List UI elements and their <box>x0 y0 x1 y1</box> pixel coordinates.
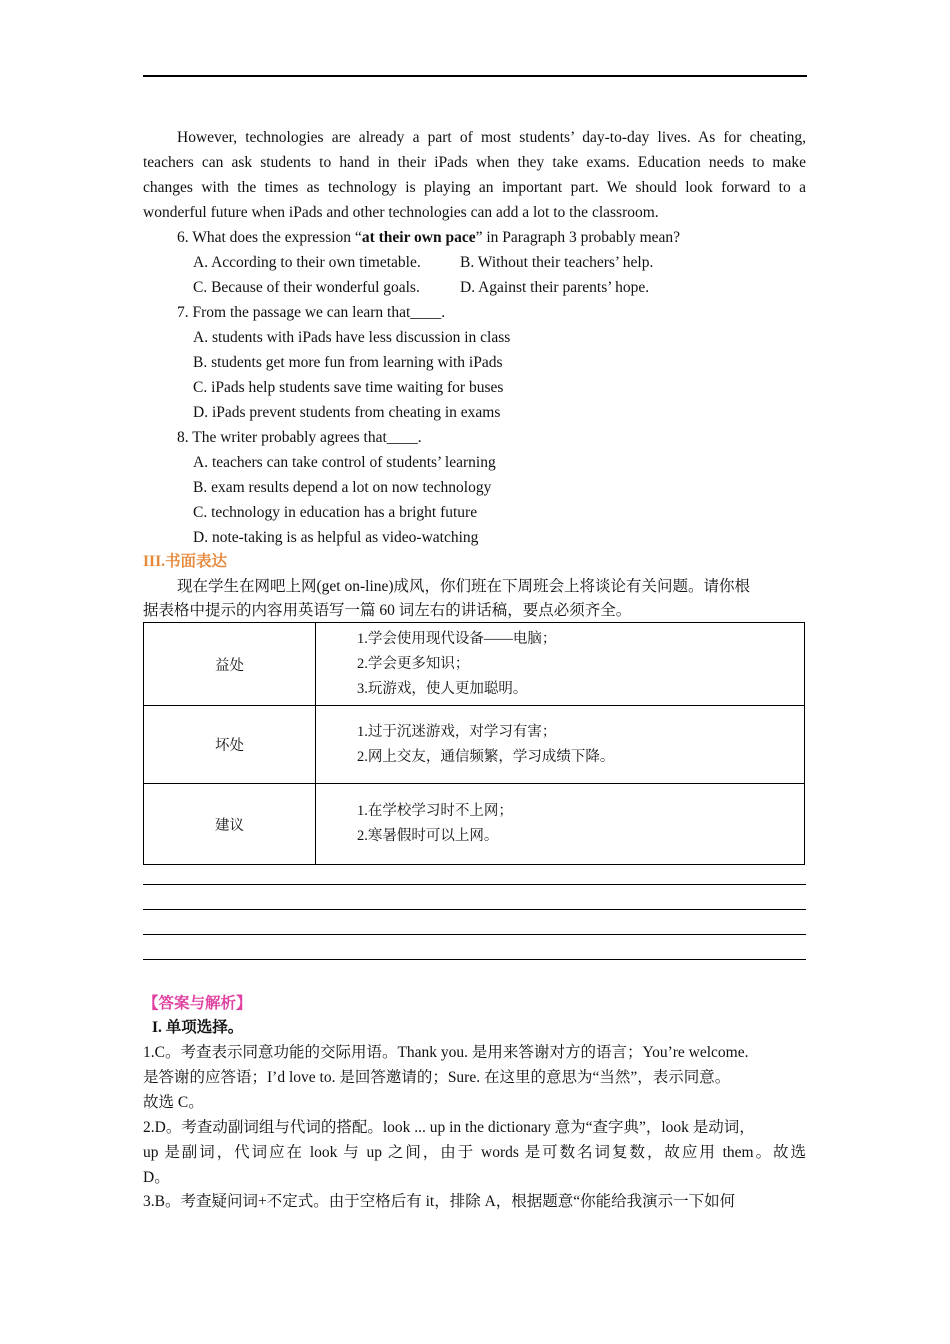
row-content: 1.在学校学习时不上网； 2.寒暑假时可以上网。 <box>316 784 805 865</box>
answer-line: 1.C。考查表示同意功能的交际用语。Thank you. 是用来答谢对方的语言；You’re welcome. <box>143 1044 749 1061</box>
row-label-harms: 坏处 <box>144 706 316 784</box>
question-8-stem: 8. The writer probably agrees that____. <box>177 429 422 446</box>
answers-heading: 【答案与解析】 <box>143 995 252 1012</box>
writing-points-table <box>143 622 805 865</box>
table-row <box>144 623 805 706</box>
q7-option-b: B. students get more fun from learning with iPads <box>193 354 503 371</box>
q6-option-b: B. Without their teachers’ help. <box>460 254 654 271</box>
answer-line: up 是副词，代词应在 look 与 up 之间，由于 words 是可数名词复数，故应用 them。故选 <box>143 1144 806 1161</box>
highlighted-expression: at their own pace <box>361 229 476 246</box>
answer-writing-line[interactable] <box>143 884 806 885</box>
table-row <box>144 784 805 865</box>
q7-option-d: D. iPads prevent students from cheating in exams <box>193 404 501 421</box>
answers-section-title: I. 单项选择。 <box>152 1019 244 1036</box>
answer-line: 故选 C。 <box>143 1094 204 1111</box>
q6-option-a: A. According to their own timetable. <box>193 254 421 271</box>
q6-option-d: D. Against their parents’ hope. <box>460 279 650 296</box>
q7-option-c: C. iPads help students save time waiting for buses <box>193 379 504 396</box>
q8-option-c: C. technology in education has a bright future <box>193 504 478 521</box>
question-7-stem: 7. From the passage we can learn that____. <box>177 304 446 321</box>
row-content: 1.过于沉迷游戏，对学习有害； 2.网上交友，通信频繁，学习成绩下降。 <box>316 706 805 784</box>
q8-option-b: B. exam results depend a lot on now technology <box>193 479 492 496</box>
writing-section-heading: III.书面表达 <box>143 553 227 570</box>
table-row <box>144 706 805 784</box>
answer-writing-line[interactable] <box>143 959 806 960</box>
answer-line: 2.D。考查动副词组与代词的搭配。look ... up in the dictionary 意为“查字典”，look 是动词， <box>143 1119 755 1136</box>
q6-option-c: C. Because of their wonderful goals. <box>193 279 420 296</box>
q8-option-d: D. note-taking is as helpful as video-watching <box>193 529 479 546</box>
row-label-suggestions: 建议 <box>144 784 316 865</box>
row-content: 1.学会使用现代设备——电脑； 2.学会更多知识； 3.玩游戏，使人更加聪明。 <box>316 623 805 706</box>
writing-prompt-line: 现在学生在网吧上网(get on-line)成风，你们班在下周班会上将谈论有关问题。请你根 <box>177 578 751 595</box>
answer-line: 3.B。考查疑问词+不定式。由于空格后有 it，排除 A，根据题意“你能给我演示一下如何 <box>143 1193 736 1210</box>
answer-line: D。 <box>143 1169 170 1186</box>
passage-line: changes with the times as technology is playing an important part. We should look forward to a <box>143 179 806 196</box>
answer-writing-line[interactable] <box>143 934 806 935</box>
q7-option-a: A. students with iPads have less discussion in class <box>193 329 511 346</box>
passage-line: However, technologies are already a part of most students’ day-to-day lives. As for cheating, <box>177 129 806 146</box>
question-6-stem: 6. What does the expression “at their own pace” in Paragraph 3 probably mean? <box>177 229 681 246</box>
passage-line: wonderful future when iPads and other technologies can add a lot to the classroom. <box>143 204 659 221</box>
header-rule <box>143 75 807 77</box>
answer-writing-line[interactable] <box>143 909 806 910</box>
passage-line: teachers can ask students to hand in their iPads when they take exams. Education needs to make <box>143 154 806 171</box>
row-label-benefits: 益处 <box>144 623 316 706</box>
q8-option-a: A. teachers can take control of students’ learning <box>193 454 496 471</box>
writing-prompt-line: 据表格中提示的内容用英语写一篇 60 词左右的讲话稿，要点必须齐全。 <box>143 602 632 619</box>
answer-line: 是答谢的应答语；I’d love to. 是回答邀请的；Sure. 在这里的意思为“当然”，表示同意。 <box>143 1069 731 1086</box>
